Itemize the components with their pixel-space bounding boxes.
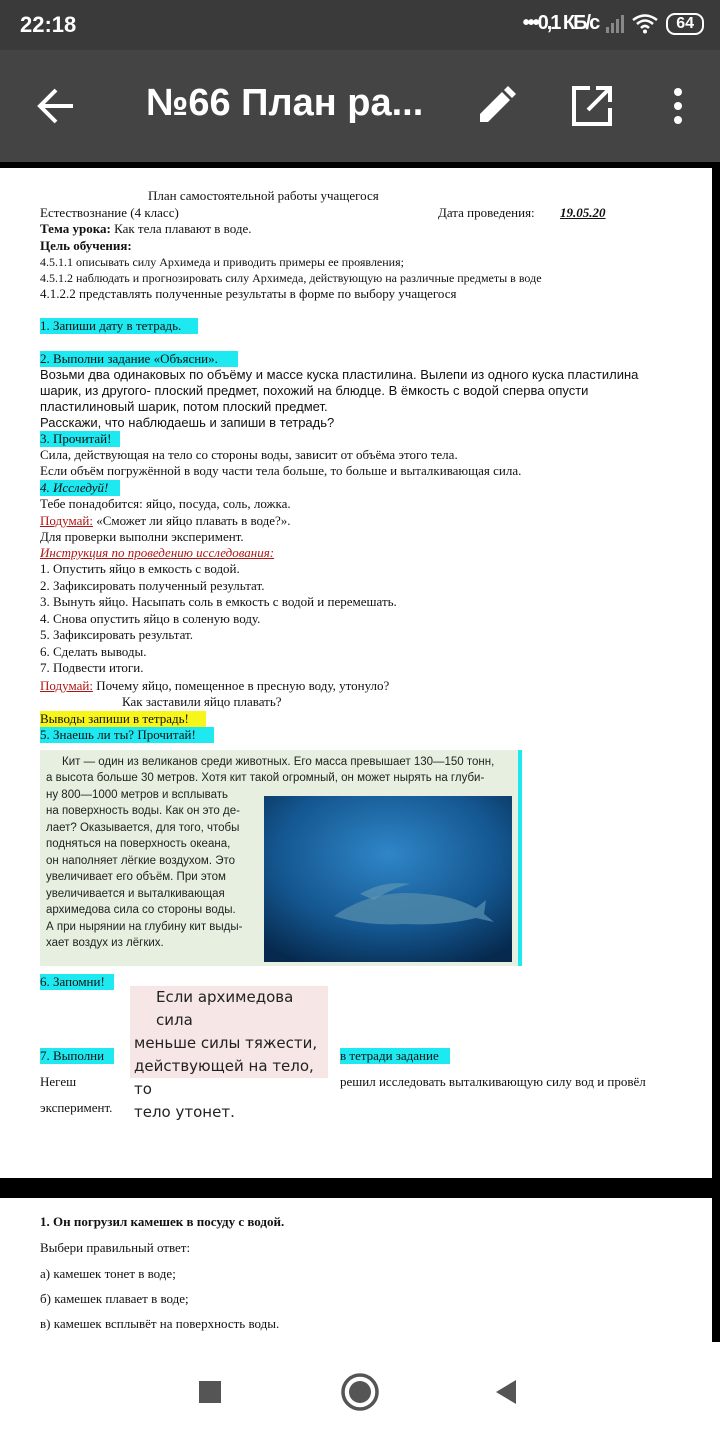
think-1 xyxy=(40,513,291,529)
document-page-2 xyxy=(0,1198,712,1342)
wifi-icon xyxy=(632,14,658,34)
answer-option: б) камешек плавает в воде; xyxy=(40,1291,189,1306)
date-value: 19.05.20 xyxy=(560,205,606,220)
answer-option: в) камешек всплывёт на поверхность воды. xyxy=(40,1316,280,1331)
signal-icon xyxy=(606,15,624,33)
step: 1. Опустить яйцо в емкость с водой. xyxy=(40,561,240,576)
whale-text: увеличивает его объём. При этом xyxy=(46,871,226,883)
task2-text: Возьми два одинаковых по объёму и массе куска пластилина. Вылепи из одного куска пластилина xyxy=(40,367,639,382)
step: 2. Зафиксировать полученный результат. xyxy=(40,578,265,593)
whale-text: на поверхность воды. Как он это де- xyxy=(46,805,240,817)
remember-line: тело утонет. xyxy=(134,1103,235,1121)
task-2: 2. Выполни задание «Объясни». xyxy=(40,351,238,367)
negesh-text: решил исследовать выталкивающую силу вод и провёл xyxy=(340,1074,646,1089)
battery-icon: 64 xyxy=(666,13,704,35)
whale-text: ну 800—1000 метров и всплывать xyxy=(46,789,228,801)
open-external-icon[interactable] xyxy=(570,84,614,128)
back-arrow-icon[interactable] xyxy=(36,86,76,126)
topic xyxy=(40,221,252,237)
remember-line: Если архимедова сила xyxy=(156,988,294,1029)
topic-label: Тема урока: xyxy=(40,221,111,236)
recents-square-icon[interactable] xyxy=(198,1380,222,1404)
whale-photo xyxy=(264,796,512,962)
whale-text: хает воздух из лёгких. xyxy=(46,937,164,949)
task-7: 7. Выполни xyxy=(40,1048,114,1064)
whale-text: лает? Оказывается, для того, чтобы xyxy=(46,822,240,834)
experiment-text: эксперимент. xyxy=(40,1100,113,1115)
status-bar xyxy=(0,0,720,50)
task2-text: пластилиновый шарик, потом плоский предмет. xyxy=(40,399,328,414)
document-title: №66 План ра... xyxy=(146,82,424,124)
task-5: 5. Знаешь ли ты? Прочитай! xyxy=(40,727,214,743)
question-1: 1. Он погрузил камешек в посуду с водой. xyxy=(40,1214,285,1229)
whale-text: архимедова сила со стороны воды. xyxy=(46,904,236,916)
app-bar xyxy=(0,50,720,162)
task2-text: шарик, из другого- плоский предмет, похожий на блюдце. В ёмкость с водой сперва опусти xyxy=(40,383,589,398)
need-list: Тебе понадобится: яйцо, посуда, соль, ложка. xyxy=(40,496,291,511)
think-2-line2: Как заставили яйцо плавать? xyxy=(122,694,282,709)
whale-text: подняться на поверхность океана, xyxy=(46,838,231,850)
task2-text: Расскажи, что наблюдаешь и запиши в тетрадь? xyxy=(40,415,335,430)
whale-infobox xyxy=(40,750,522,966)
topic-value: Как тела плавают в воде. xyxy=(114,221,252,236)
document-viewer[interactable] xyxy=(0,162,720,1342)
document-page xyxy=(0,168,712,1178)
negesh: Негеш xyxy=(40,1074,77,1089)
think-label: Подумай: xyxy=(40,678,93,693)
whale-text: Кит — один из великанов среди животных. Его масса превышает 130—150 тонн, xyxy=(62,756,495,768)
choose-text: Выбери правильный ответ: xyxy=(40,1240,191,1255)
task3-text: Сила, действующая на тело со стороны воды, зависит от объёма этого тела. xyxy=(40,447,458,462)
task-7-right: в тетради задание xyxy=(340,1048,450,1064)
whale-text: а высота больше 30 метров. Хотя кит такой огромный, он может нырять на глуби- xyxy=(46,772,485,784)
more-vert-icon[interactable] xyxy=(656,84,700,128)
whale-text: увеличивается и выталкивающая xyxy=(46,888,225,900)
check-text: Для проверки выполни эксперимент. xyxy=(40,529,244,544)
remember-box xyxy=(130,986,328,1121)
task-1: 1. Запиши дату в тетрадь. xyxy=(40,318,198,334)
remember-line: действующей на тело, то xyxy=(134,1057,314,1098)
think-text: «Сможет ли яйцо плавать в воде?». xyxy=(92,513,291,528)
think-label: Подумай: xyxy=(40,513,93,528)
think-text: Почему яйцо, помещенное в пресную воду, утонуло? xyxy=(92,678,390,693)
plan-title: План самостоятельной работы учащегося xyxy=(148,188,379,203)
subject: Естествознание (4 класс) xyxy=(40,205,179,220)
navigation-bar xyxy=(0,1342,720,1440)
step: 6. Сделать выводы. xyxy=(40,644,147,659)
step: 4. Снова опустить яйцо в соленую воду. xyxy=(40,611,261,626)
step: 3. Вынуть яйцо. Насыпать соль в емкость с водой и перемешать. xyxy=(40,594,397,609)
remember-line: меньше силы тяжести, xyxy=(134,1034,318,1052)
goal-item: 4.5.1.2 наблюдать и прогнозировать силу Архимеда, действующую на различные предметы в воде xyxy=(40,271,542,285)
instruction-label: Инструкция по проведению исследования: xyxy=(40,545,275,560)
whale-text: он наполняет лёгкие воздухом. Это xyxy=(46,855,236,867)
task-6: 6. Запомни! xyxy=(40,974,114,990)
home-circle-icon[interactable] xyxy=(340,1372,380,1412)
step: 7. Подвести итоги. xyxy=(40,660,144,675)
task3-text: Если объём погружённой в воду части тела больше, то больше и выталкивающая сила. xyxy=(40,463,522,478)
edit-pencil-icon[interactable] xyxy=(474,84,518,128)
network-speed: •••0,1 КБ/с xyxy=(522,12,599,34)
think-2 xyxy=(40,678,389,694)
date-label: Дата проведения: xyxy=(438,205,535,220)
back-triangle-icon[interactable] xyxy=(494,1378,518,1406)
step: 5. Зафиксировать результат. xyxy=(40,627,194,642)
goal-item: 4.5.1.1 описывать силу Архимеда и приводить примеры ее проявления; xyxy=(40,255,404,269)
clock: 22:18 xyxy=(20,12,77,37)
goal-label: Цель обучения: xyxy=(40,238,132,253)
task-4: 4. Исследуй! xyxy=(40,480,120,496)
goal-item: 4.1.2.2 представлять полученные результаты в форме по выбору учащегося xyxy=(40,286,457,301)
task-3: 3. Прочитай! xyxy=(40,431,120,447)
whale-text: А при нырянии на глубину кит выды- xyxy=(46,921,243,933)
conclusions: Выводы запиши в тетрадь! xyxy=(40,711,206,727)
answer-option: а) камешек тонет в воде; xyxy=(40,1266,176,1281)
infobox-accent xyxy=(518,750,522,966)
